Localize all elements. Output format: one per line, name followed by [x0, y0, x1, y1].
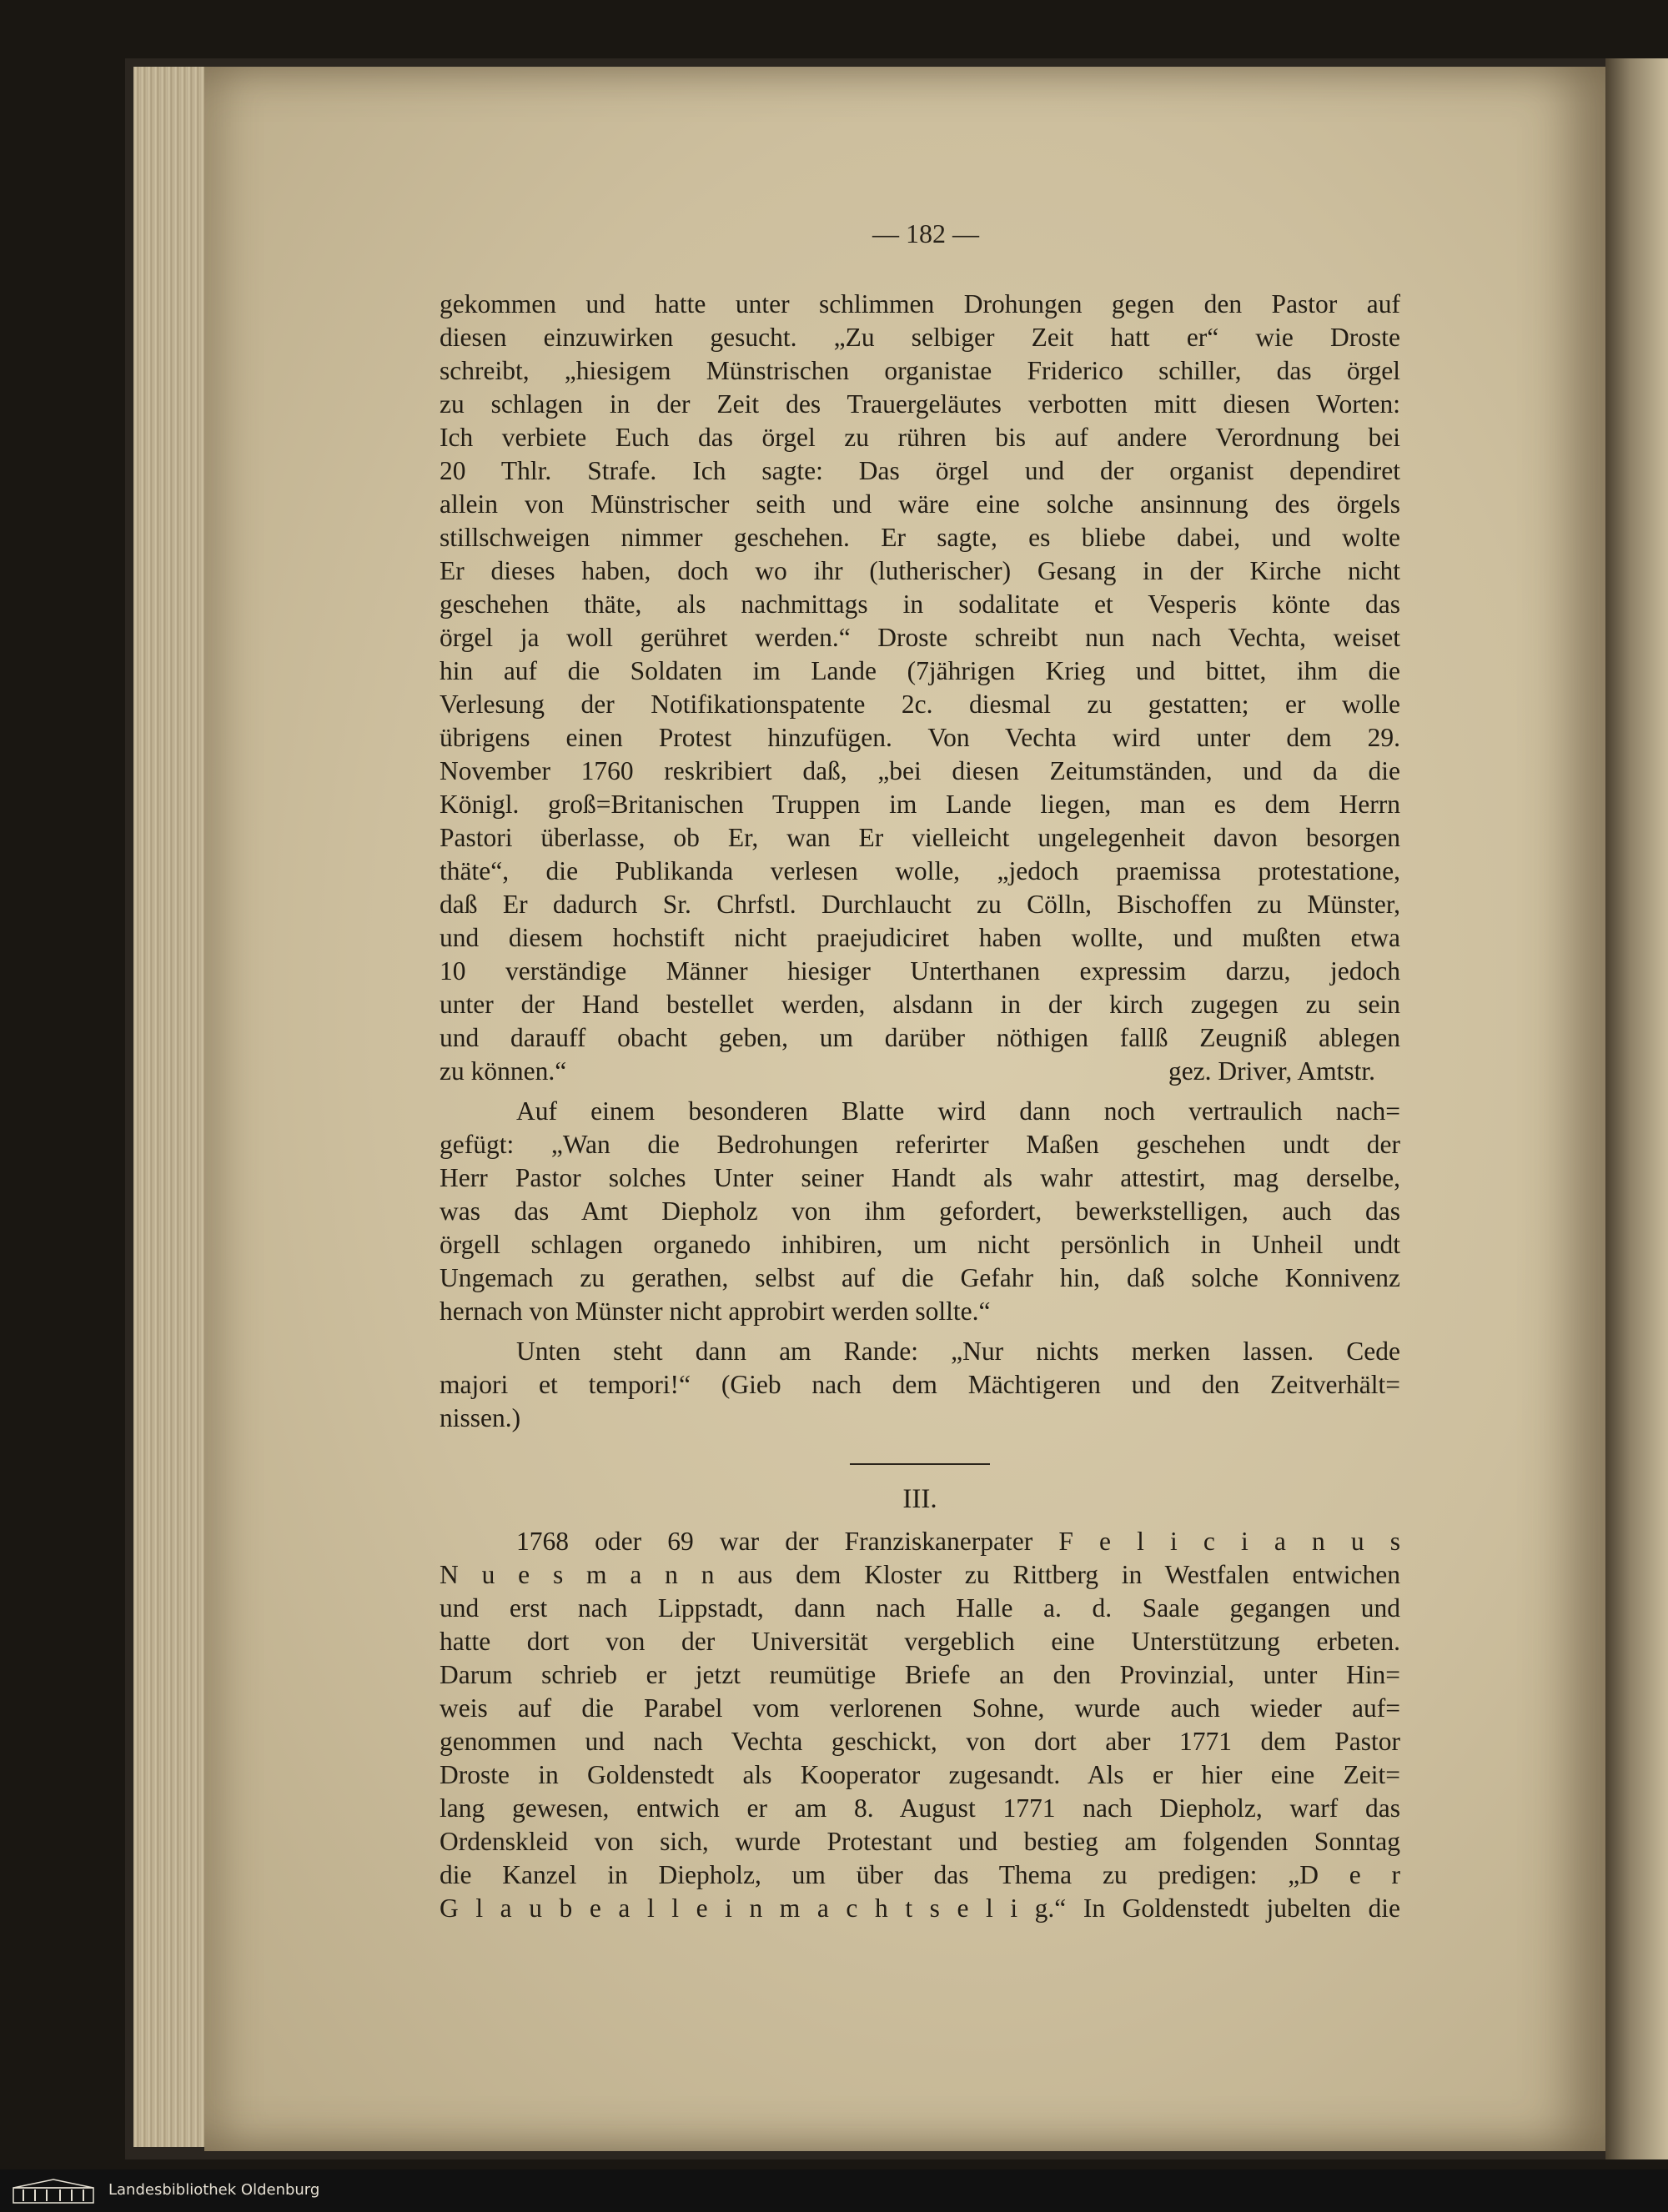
signature-left: zu können.“: [440, 1056, 567, 1086]
text-line: stillschweigen nimmer geschehen. Er sagte, es bliebe dabei, und wolte: [440, 523, 1400, 552]
text-line: weis auf die Parabel vom verlorenen Sohne, wurde auch wieder auf=: [440, 1693, 1400, 1723]
paragraph-3: [440, 1335, 1400, 1435]
text-line: und darauff obacht geben, um darüber nöthigen fallß Zeugniß ablegen: [440, 1023, 1400, 1052]
text-line: 20 Thlr. Strafe. Ich sagte: Das örgel und der organist dependiret: [440, 456, 1400, 485]
library-name: Landesbibliothek Oldenburg: [108, 2181, 320, 2199]
text-line: Königl. groß=Britanischen Truppen im Lande liegen, man es dem Herrn: [440, 790, 1400, 819]
footer-bar: [0, 2169, 1668, 2212]
text-line: gefügt: „Wan die Bedrohungen referirter Maßen geschehen undt der: [440, 1130, 1400, 1159]
text-line: örgell schlagen organedo inhibiren, um nicht persönlich in Unheil undt: [440, 1230, 1400, 1259]
text-line: zu schlagen in der Zeit des Trauergeläutes verbotten mitt diesen Worten:: [440, 389, 1400, 419]
text-line: Ordenskleid von sich, wurde Protestant und bestieg am folgenden Sonntag: [440, 1827, 1400, 1856]
text-line: örgel ja woll gerühret werden.“ Droste schreibt nun nach Vechta, weiset: [440, 623, 1400, 652]
text-line: schreibt, „hiesigem Münstrischen organistae Friderico schiller, das örgel: [440, 356, 1400, 385]
text-line: nissen.): [440, 1403, 521, 1432]
text-line: 1768 oder 69 war der Franziskanerpater F e l i c i a n u s: [516, 1527, 1400, 1556]
text-line: diesen einzuwirken gesucht. „Zu selbiger Zeit hatt er“ wie Droste: [440, 323, 1400, 352]
text-line: lang gewesen, entwich er am 8. August 1771 nach Diepholz, warf das: [440, 1793, 1400, 1823]
signature-right: gez. Driver, Amtstr.: [1168, 1056, 1375, 1086]
text-line: genommen und nach Vechta geschickt, von dort aber 1771 dem Pastor: [440, 1727, 1400, 1756]
book-gutter: [1605, 58, 1668, 2159]
library-building-icon: [12, 2178, 95, 2204]
text-line: Droste in Goldenstedt als Kooperator zugesandt. Als er hier eine Zeit=: [440, 1760, 1400, 1789]
text-line: Ich verbiete Euch das örgel zu rühren bis auf andere Verordnung bei: [440, 423, 1400, 452]
text-line: unter der Hand bestellet werden, alsdann in der kirch zugegen zu sein: [440, 990, 1400, 1019]
section-divider: [850, 1463, 990, 1465]
text-line: Herr Pastor solches Unter seiner Handt als wahr attestirt, mag derselbe,: [440, 1163, 1400, 1192]
text-line: Unten steht dann am Rande: „Nur nichts merken lassen. Cede: [516, 1337, 1400, 1366]
text-line: majori et tempori!“ (Gieb nach dem Mächtigeren und den Zeitverhält=: [440, 1370, 1400, 1399]
text-line: und diesem hochstift nicht praejudiciret haben wollte, und mußten etwa: [440, 923, 1400, 952]
text-line: geschehen thäte, als nachmittags in sodalitate et Vesperis könte das: [440, 589, 1400, 619]
text-line: daß Er dadurch Sr. Chrfstl. Durchlaucht zu Cölln, Bischoffen zu Münster,: [440, 890, 1400, 919]
text-line: gekommen und hatte unter schlimmen Drohungen gegen den Pastor auf: [440, 289, 1400, 319]
text-line: allein von Münstrischer seith und wäre eine solche ansinnung des örgels: [440, 489, 1400, 519]
paragraph-1: [440, 288, 1400, 1055]
page-text: [440, 288, 1400, 1925]
text-line: was das Amt Diepholz von ihm gefordert, bewerkstelligen, auch das: [440, 1196, 1400, 1226]
section-heading: III.: [902, 1484, 937, 1514]
text-line: 10 verständige Männer hiesiger Unterthanen expressim darzu, jedoch: [440, 956, 1400, 986]
text-line: November 1760 reskribiert daß, „bei diesen Zeitumständen, und da die: [440, 756, 1400, 785]
signature-line: [440, 1055, 1400, 1088]
text-line: übrigens einen Protest hinzufügen. Von Vechta wird unter dem 29.: [440, 723, 1400, 752]
text-line: hernach von Münster nicht approbirt werden sollte.“: [440, 1297, 991, 1326]
text-line: hin auf die Soldaten im Lande (7jährigen Krieg und bittet, ihm die: [440, 656, 1400, 685]
paragraph-4: [440, 1525, 1400, 1925]
page-number: — 182 —: [872, 218, 979, 248]
text-line: hatte dort von der Universität vergeblich eine Unterstützung erbeten.: [440, 1627, 1400, 1656]
text-line: und erst nach Lippstadt, dann nach Halle a. d. Saale gegangen und: [440, 1593, 1400, 1623]
text-line: die Kanzel in Diepholz, um über das Thema zu predigen: „D e r: [440, 1860, 1400, 1889]
text-line: Auf einem besonderen Blatte wird dann noch vertraulich nach=: [516, 1096, 1400, 1126]
paragraph-2: [440, 1095, 1400, 1328]
text-line: Darum schrieb er jetzt reumütige Briefe an den Provinzial, unter Hin=: [440, 1660, 1400, 1689]
text-line: Ungemach zu gerathen, selbst auf die Gefahr hin, daß solche Konnivenz: [440, 1263, 1400, 1292]
text-line: Pastori überlasse, ob Er, wan Er vielleicht ungelegenheit davon besorgen: [440, 823, 1400, 852]
text-line: N u e s m a n n aus dem Kloster zu Rittberg in Westfalen entwichen: [440, 1560, 1400, 1589]
text-line: thäte“, die Publikanda verlesen wolle, „jedoch praemissa protestatione,: [440, 856, 1400, 885]
text-line: G l a u b e a l l e i n m a c h t s e l i g.“ In Goldenstedt jubelten die: [440, 1893, 1400, 1923]
text-line: Er dieses haben, doch wo ihr (lutherischer) Gesang in der Kirche nicht: [440, 556, 1400, 585]
text-line: Verlesung der Notifikationspatente 2c. diesmal zu gestatten; er wolle: [440, 690, 1400, 719]
